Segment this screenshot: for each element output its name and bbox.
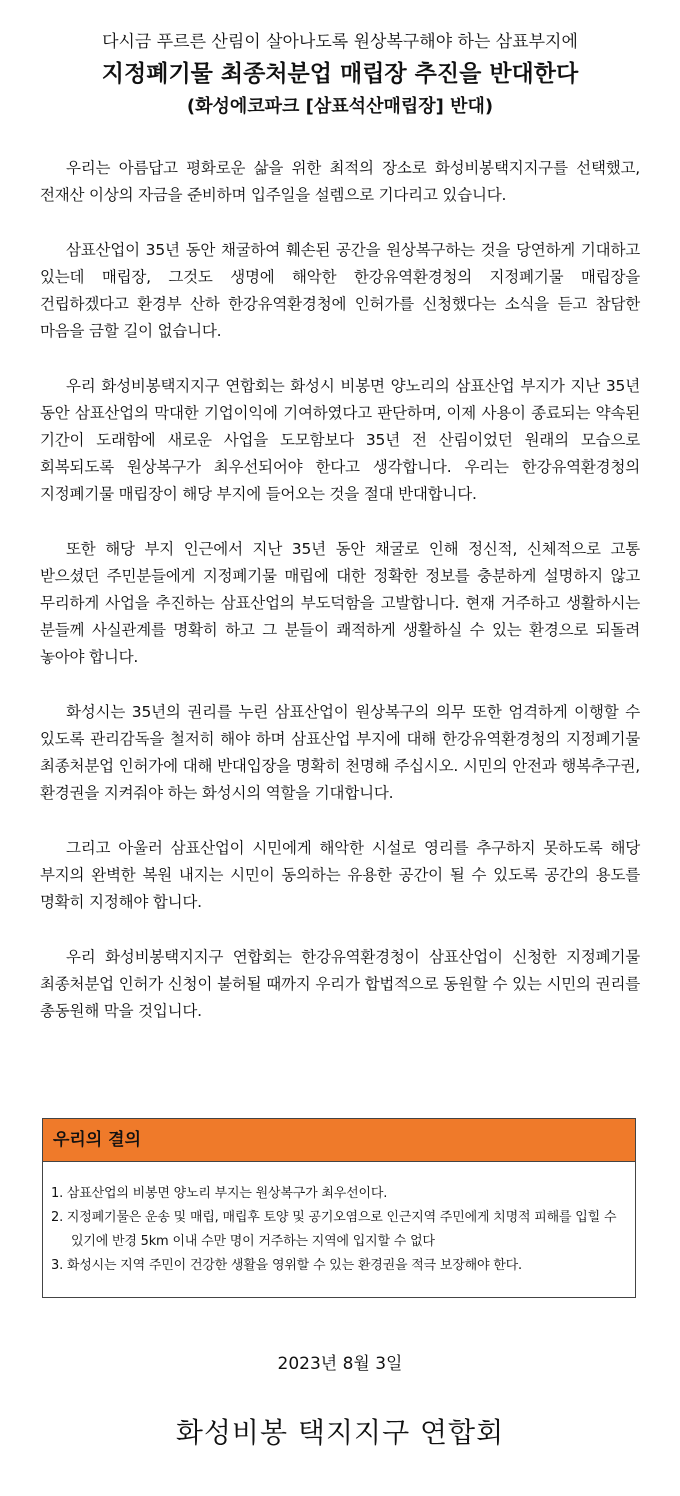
- subtitle: 다시금 푸르른 산림이 살아나도록 원상복구해야 하는 삼표부지에: [102, 32, 578, 52]
- resolution-heading: 우리의 결의: [43, 1119, 635, 1162]
- resolution-box: [42, 1118, 636, 1298]
- resolution-item-1: 1. 삼표산업의 비봉면 양노리 부지는 원상복구가 최우선이다.: [51, 1186, 388, 1201]
- resolution-item-2: 2. 지정폐기물은 운송 및 매립, 매립후 토양 및 공기오염으로 인근지역 주민에게 치명적 피해를 입힐 수 있기에 반경 5km 이내 수만 명이 거주하는 지역에 입지할 수 없다: [51, 1210, 617, 1249]
- page-title: 지정폐기물 최종처분업 매립장 추진을 반대한다: [101, 61, 579, 87]
- paragraph-1: 우리는 아름답고 평화로운 삶을 위한 최적의 장소로 화성비봉택지지구를 선택했고, 전재산 이상의 자금을 준비하며 입주일을 설렘으로 기다리고 있습니다.: [40, 159, 640, 204]
- paragraph-2: 삼표산업이 35년 동안 채굴하여 훼손된 공간을 원상복구하는 것을 당연하게 기대하고 있는데 매립장, 그것도 생명에 해악한 한강유역환경청의 지정폐기물 매립장을 건립하겠다고 환경부 산하 한강유역환경청에 인허가를 신청했다는 소식을 듣고 참담한 마음을 금할 길이 없습니다.: [40, 241, 640, 340]
- organization-signature: 화성비봉 택지지구 연합회: [175, 1416, 505, 1449]
- resolution-list: [43, 1162, 635, 1278]
- statement-body: [40, 155, 640, 1053]
- statement-date: 2023년 8월 3일: [277, 1354, 403, 1374]
- paragraph-4: 또한 해당 부지 인근에서 지난 35년 동안 채굴로 인해 정신적, 신체적으로 고통 받으셨던 주민분들에게 지정폐기물 매립에 대한 정확한 정보를 충분하게 설명하지 않고 무리하게 사업을 추진하는 삼표산업의 부도덕함을 고발합니다. 현재 거주하고 생활하시는 분들께 사실관계를 명확히 하고 그 분들이 쾌적하게 생활하실 수 있는 환경으로 되돌려 놓아야 합니다.: [40, 540, 640, 666]
- paragraph-6: 그리고 아울러 삼표산업이 시민에게 해악한 시설로 영리를 추구하지 못하도록 해당 부지의 완벽한 복원 내지는 시민이 동의하는 유용한 공간이 될 수 있도록 공간의 용도를 명확히 지정해야 합니다.: [40, 839, 640, 911]
- sub-heading: (화성에코파크 [삼표석산매립장] 반대): [186, 96, 494, 117]
- resolution-item-3: 3. 화성시는 지역 주민이 건강한 생활을 영위할 수 있는 환경권을 적극 보장해야 한다.: [51, 1258, 522, 1273]
- paragraph-5: 화성시는 35년의 권리를 누린 삼표산업이 원상복구의 의무 또한 엄격하게 이행할 수 있도록 관리감독을 철저히 해야 하며 삼표산업 부지에 대해 한강유역환경청의 지정폐기물 최종처분업 인허가에 대해 반대입장을 명확히 천명해 주십시오. 시민의 안전과 행복추구권, 환경권을 지켜줘야 하는 화성시의 역할을 기대합니다.: [40, 703, 640, 802]
- paragraph-3: 우리 화성비봉택지지구 연합회는 화성시 비봉면 양노리의 삼표산업 부지가 지난 35년 동안 삼표산업의 막대한 기업이익에 기여하였다고 판단하며, 이제 사용이 종료되는 약속된 기간이 도래함에 새로운 사업을 도모함보다 35년 전 산림이었던 원래의 모습으로 회복되도록 원상복구가 최우선되어야 한다고 생각합니다. 우리는 한강유역환경청의 지정폐기물 매립장이 해당 부지에 들어오는 것을 절대 반대합니다.: [40, 377, 640, 503]
- statement-header: [0, 30, 680, 120]
- paragraph-7: 우리 화성비봉택지지구 연합회는 한강유역환경청이 삼표산업이 신청한 지정폐기물 최종처분업 인허가 신청이 불허될 때까지 우리가 합법적으로 동원할 수 있는 시민의 권리를 총동원해 막을 것입니다.: [40, 948, 640, 1020]
